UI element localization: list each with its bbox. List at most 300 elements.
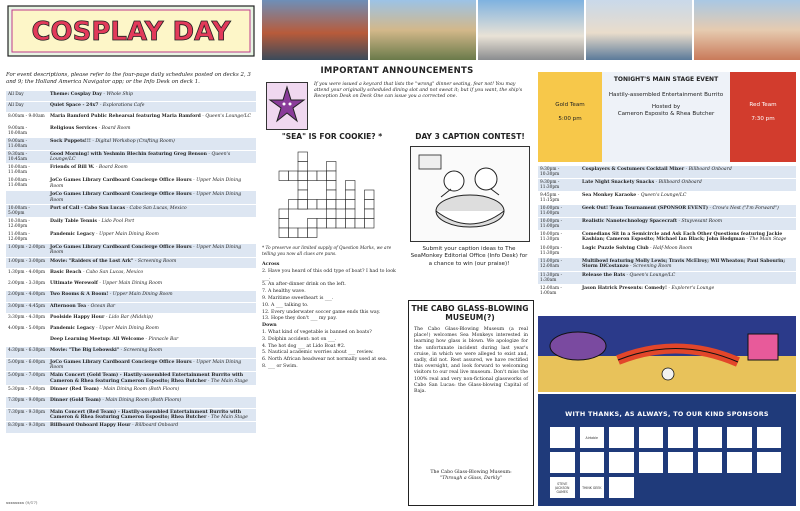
sponsor-logo (727, 452, 752, 473)
gold-team-label: Gold Team (555, 102, 585, 108)
event-title: Late Night Snackety Snacks (582, 180, 655, 185)
schedule-time: 10:00am - 5:00pm (8, 206, 30, 216)
schedule-row (6, 102, 256, 113)
crossword-cell (308, 171, 318, 181)
sponsor-logo (609, 452, 634, 473)
crossword-note: * To preserve our limited supply of Question Marks, we are telling you now all clues are puns. (262, 246, 392, 257)
schedule-row (538, 272, 796, 285)
schedule-row (6, 205, 256, 218)
event-title: Basic Beach (50, 270, 82, 275)
schedule-event (580, 205, 796, 217)
clue: 5. Nautical academic worries about ___ review. (262, 350, 374, 356)
crossword-cell (327, 171, 337, 181)
schedule-row (6, 231, 256, 244)
crossword-cell (298, 228, 308, 238)
schedule-row (6, 303, 256, 314)
event-title: Cosplayers & Costumers Cocktail Mixer (582, 167, 685, 172)
schedule-event (48, 91, 256, 101)
schedule-event (580, 245, 796, 257)
schedule-time: 3:30pm - 4:30pm (8, 314, 46, 320)
schedule-time: 9:45pm - 11:15pm (540, 193, 560, 203)
schedule-time: 7:30pm - 9:30pm (8, 409, 46, 415)
schedule-event (48, 164, 256, 176)
event-location: - Board Room (94, 165, 128, 171)
schedule-event (48, 280, 256, 290)
schedule-event (580, 258, 796, 271)
crossword-cell (336, 200, 346, 210)
event-title: Two Rooms & A Boom! (50, 292, 109, 298)
crossword-clues (262, 262, 402, 371)
event-title: Dinner (Red Team) (50, 387, 99, 393)
sponsor-logo (550, 452, 575, 473)
schedule-time: 11:00am - 12:00pm (8, 232, 30, 242)
sponsor-logo (727, 427, 752, 448)
event-location: - Cabo San Lucas, Mexico (125, 206, 187, 211)
sponsor-logo (639, 427, 664, 448)
schedule-row (6, 191, 256, 205)
crossword-cell (336, 219, 346, 229)
page-code: xxxxxxxx (9/17) (6, 500, 38, 505)
schedule-time: 8:00am - 9:00am (8, 114, 45, 120)
schedule-event (48, 336, 256, 346)
event-location: - The Main Stage (206, 378, 248, 384)
schedule-event (48, 231, 256, 243)
crossword-cell (289, 200, 299, 210)
crossword-cell (308, 200, 318, 210)
event-title: Comedians Sit in a Semicircle and Ask Each Other Questions featuring Jackie Kashian; Cameron Esposito; Michael Ian Black; John Hodgman (582, 232, 783, 243)
schedule-time: 10:30am - 12:00pm (8, 219, 30, 229)
schedule-row (6, 91, 256, 102)
schedule-event (48, 191, 256, 204)
schedule-time: 3:00pm - 4:45pm (8, 303, 46, 309)
schedule-event (48, 269, 256, 279)
caption-cartoon-image (410, 146, 530, 242)
sponsor-logo (550, 427, 575, 448)
event-location: - Queen's Lounge/LC (50, 151, 231, 162)
beach-creatures-illustration (538, 316, 796, 392)
schedule-time: 10:00am - 11:00am (8, 178, 30, 189)
schedule-row (6, 269, 256, 280)
red-team-label: Red Team (749, 102, 777, 108)
crossword-cell (317, 171, 327, 181)
event-location: - Upper Main Dining Room (50, 359, 242, 370)
schedule-event (580, 231, 796, 244)
schedule-row (6, 164, 256, 177)
crossword-cell (279, 228, 289, 238)
sponsor-logo (580, 452, 605, 473)
event-title: Geek Out! Team Tournament (SPONSOR EVENT) (582, 206, 708, 211)
crossword-cell (346, 181, 356, 191)
event-location: - Cabo San Lucas, Mexico (81, 270, 144, 275)
schedule-row (6, 258, 256, 269)
crossword-cell (317, 219, 327, 229)
clue: 4. The hot dog ___ at Lido Boat #2. (262, 343, 346, 349)
schedule-row (6, 177, 256, 191)
red-team-panel (730, 72, 796, 162)
schedule-row (6, 291, 256, 302)
schedule-time: 10:00pm - 11:00pm (540, 219, 563, 229)
schedule-time: 8:30pm - 9:30pm (8, 423, 46, 429)
event-title: Main Concert (Gold Team) - Hastily-assembled Entertainment Burrito with Cameron & Rhea featuring Cameron Esposito; Rhea Butcher (50, 373, 244, 384)
crossword-cell (298, 171, 308, 181)
event-title: Logic Puzzle Solving Club (582, 245, 649, 251)
schedule-time: 1:00pm - 3:00pm (8, 258, 46, 264)
crossword-cell (327, 190, 337, 200)
event-location: - Pinnacle Bar (144, 337, 179, 343)
sponsor-logo: STEVE JACKSON GAMES (550, 477, 575, 498)
intro-text: For event descriptions, please refer to the four-page daily schedules posted on decks 2, 3 and 9; the Holland America Navigator app; or the Info Desk on deck 1. (6, 72, 251, 85)
schedule-row (6, 314, 256, 325)
sponsor-logo (698, 452, 723, 473)
schedule-event (580, 179, 796, 191)
event-title: Poolside Happy Hour (50, 314, 105, 320)
schedule-event (48, 102, 256, 112)
schedule-event (48, 205, 256, 217)
event-location: - Upper Main Dining Room (97, 281, 163, 287)
event-location: - Main Dining Room (Both Floors) (98, 387, 180, 393)
schedule-row (538, 258, 796, 272)
crossword-cell (327, 219, 337, 229)
schedule-time (6, 336, 48, 346)
event-title: Daily Table Tennis (50, 219, 97, 224)
schedule-time: 9:00am - 11:00am (8, 138, 28, 149)
event-title: JoCo Games Library Cardboard Concierge Office Hours (50, 178, 192, 184)
event-title: JoCo Games Library Cardboard Concierge Office Hours (50, 192, 192, 198)
schedule-event (48, 138, 256, 150)
crossword-cell (327, 209, 337, 219)
schedule-row (6, 359, 256, 373)
schedule-row (538, 285, 796, 298)
crossword-cell (308, 228, 318, 238)
schedule-row (6, 347, 256, 358)
event-location: - Billboard Onboard (654, 180, 702, 185)
cliffside-town-photo (370, 0, 476, 60)
ship-fitness-photo (694, 0, 800, 60)
main-stage-title: Hastily-assembled Entertainment Burrito (608, 92, 724, 98)
clue: 9. Maritime sweetheart is ___. (262, 295, 334, 301)
event-title: Port of Call - Cabo San Lucas (50, 206, 126, 211)
cabo-footer-tagline: "Through a Glass, Darkly" (440, 476, 502, 482)
event-location: - Digital Workshop (Crafting Room) (90, 138, 175, 144)
event-location: - Screening Room (628, 264, 672, 270)
schedule-event (580, 218, 796, 230)
cabo-footer-line: The Cabo Glass-Blowing Museum: (430, 470, 512, 475)
event-title: Religious Services (50, 125, 98, 131)
schedule-time: All Day (8, 103, 24, 109)
event-title: Friends of Bill W. (50, 165, 95, 171)
event-location: - Queen's Lounge/LC (636, 193, 687, 198)
schedule-event (580, 272, 796, 284)
schedule-row (6, 125, 256, 138)
schedule-time: 11:30pm - 1:30am (540, 272, 563, 283)
event-title: JoCo Games Library Cardboard Concierge Office Hours (50, 245, 192, 250)
schedule-time: 5:00pm - 7:00pm (8, 373, 46, 379)
schedule-time (6, 191, 48, 204)
announcement-text: If you were issued a keycard that lists the "wrong" dinner seating, fear not! You may attend your originally scheduled dining slot and not sweat it; but if you want, the ship's Reception Desk on Deck One can issue you a corrected one. (314, 82, 523, 99)
event-location: - Lido Pool Port (96, 219, 135, 224)
event-location: - Upper Main Dining Room (50, 245, 242, 256)
crossword-cell (346, 219, 356, 229)
schedule-row (6, 151, 256, 165)
sponsors-title: WITH THANKS, AS ALWAYS, TO OUR KIND SPONSORS (565, 410, 769, 418)
sponsor-logos (550, 427, 784, 498)
event-title: Release the Bats (582, 272, 626, 278)
gold-team-panel (538, 72, 602, 162)
event-location: - Lido Bar (Midship) (104, 314, 153, 320)
schedule-row (538, 245, 796, 258)
schedule-event (48, 125, 256, 137)
down-heading: Down (262, 323, 277, 329)
clue: 13. Hope they don't ___ my pay. (262, 316, 337, 322)
schedule-time: 9:00am - 10:00am (8, 125, 28, 136)
schedule-event (48, 422, 256, 432)
event-location: - Queen's Lounge/LC (200, 114, 252, 120)
event-location: - Upper Main Dining Room (50, 192, 242, 203)
announcements-title: IMPORTANT ANNOUNCEMENTS (320, 66, 474, 76)
event-title: Jason Hatrick Presents: Comedy! (582, 285, 667, 291)
schedule-time: 12:00am - 1:00am (540, 285, 562, 296)
schedule-event (48, 325, 256, 335)
schedule-time: 4:00pm - 5:00pm (8, 325, 46, 331)
schedule-row (6, 218, 256, 231)
crossword-cell (279, 209, 289, 219)
main-stage-details (604, 92, 728, 119)
schedule-time: 10:00pm - 11:00pm (540, 206, 563, 216)
daily-schedule (6, 91, 256, 434)
schedule-event (48, 359, 256, 372)
event-location: - Whole Ship (101, 92, 133, 97)
event-location: - Screening Room (133, 258, 177, 264)
schedule-event (580, 285, 796, 297)
event-location: - The Main Stage (206, 414, 248, 420)
schedule-row (6, 280, 256, 291)
schedule-event (48, 177, 256, 190)
schedule-event (48, 409, 256, 422)
sponsor-logo (668, 452, 693, 473)
header-photos (262, 0, 800, 60)
clue: 5. An after-dinner drink on the left. (262, 282, 346, 288)
dining-couple-photo (586, 0, 692, 60)
event-location: - Upper Main Dining Room (108, 292, 173, 298)
schedule-time: 10:00pm - 11:30pm (540, 232, 563, 242)
sponsor-logo (668, 427, 693, 448)
event-title: Quiet Space - 24x7 (50, 103, 99, 109)
schedule-time: All Day (8, 92, 24, 97)
event-location: - Half-Moon Room (648, 245, 693, 251)
event-location: - Board Room (97, 125, 131, 131)
crossword-cell (346, 209, 356, 219)
schedule-row (6, 372, 256, 386)
event-location: - Upper Main Dining Room (94, 232, 159, 237)
schedule-event (48, 291, 256, 301)
crossword-cell (346, 190, 356, 200)
event-title: Multibowl featuring Molly Lewis; Travis McElroy; Wil Wheaton; Paul Sabourin; Storm DiCostanzo (582, 258, 786, 270)
main-stage-hosts: Cameron Esposito & Rhea Butcher (617, 111, 715, 118)
crossword-cell (298, 190, 308, 200)
crossword-cell (298, 200, 308, 210)
schedule-event (48, 314, 256, 324)
crossword-cell (298, 152, 308, 162)
event-location: - Upper Main Dining Room (50, 178, 242, 189)
event-location: - Queen's Lounge/LC (625, 272, 676, 278)
main-stage-heading: TONIGHT'S MAIN STAGE EVENT (613, 76, 719, 83)
sponsor-logo (757, 452, 782, 473)
main-stage-hosted: Hosted by (651, 103, 681, 110)
sponsor-logo: THINK GEEK (580, 477, 605, 498)
schedule-row (6, 386, 256, 397)
crossword-cell (279, 171, 289, 181)
clue: 10. A ___ talking to. (262, 302, 309, 308)
crossword-cell (365, 219, 375, 229)
crossword-cell (279, 219, 289, 229)
sponsor-logo: Airtable (580, 427, 605, 448)
schedule-row (6, 422, 256, 433)
schedule-row (538, 231, 796, 245)
schedule-event (48, 151, 256, 164)
event-title: Pandemic Legacy (50, 232, 95, 237)
sponsor-logo (609, 477, 634, 498)
event-location: - Explorer's Lounge (666, 285, 715, 291)
event-title: Good Morning! with Yeshmin Blechin featuring Greg Benson (50, 151, 207, 157)
crossword-grid (275, 148, 387, 242)
schedule-time: 1:00pm - 2:00pm (8, 245, 46, 250)
schedule-event (48, 244, 256, 257)
crossword-cell (308, 219, 318, 229)
schedule-event (48, 113, 256, 123)
schedule-event (580, 166, 796, 178)
clue: 7. A healthy wave. (262, 289, 306, 295)
crossword-cell (298, 181, 308, 191)
event-title: Sea Monkey Karaoke (582, 193, 637, 198)
event-location: - Main Dining Room (Both Floors) (100, 398, 182, 404)
clue: 12. Every underwater soccer game ends this way. (262, 309, 381, 315)
event-location: - Billboard Onboard (684, 167, 732, 172)
schedule-event (580, 192, 796, 204)
schedule-row (538, 218, 796, 231)
schedule-event (48, 347, 256, 357)
schedule-time: 10:00am - 11:00am (8, 165, 30, 176)
event-location: - Crow's Nest ("I'm Forward") (708, 206, 779, 211)
schedule-event (48, 372, 256, 385)
crossword-cell (289, 171, 299, 181)
schedule-time: 4:30pm - 6:30pm (8, 348, 46, 354)
clue: 1. What kind of vegetable is banned on boats? (262, 329, 372, 335)
schedule-time: 2:00pm - 4:00pm (8, 292, 46, 298)
cabo-museum-title: THE CABO GLASS-BLOWING MUSEUM(?) (411, 304, 529, 322)
sponsor-logo (757, 427, 782, 448)
schedule-time: 9:30pm - 11:30pm (540, 180, 560, 190)
harbor-town-photo (262, 0, 368, 60)
schedule-row (6, 397, 256, 408)
event-location: - Stuyvesant Room (677, 219, 723, 224)
event-title: Realistic Nanotechnology Spacecraft (582, 219, 678, 224)
schedule-time: 5:00pm - 6:00pm (8, 359, 46, 365)
crossword-cell (365, 190, 375, 200)
schedule-time: 10:00pm - 11:30pm (540, 245, 563, 256)
crossword-title: "SEA" IS FOR COOKIE? * (281, 132, 383, 141)
schedule-time: 1:30pm - 4:00pm (8, 270, 46, 275)
schedule-row (6, 409, 256, 423)
cosplay-day-logo (6, 4, 256, 58)
crossword-cell (365, 209, 375, 219)
crossword-cell (346, 200, 356, 210)
schedule-time: 7:30pm - 9:00pm (8, 398, 46, 404)
event-title: Movie: "The Big Lebowski" (50, 348, 120, 354)
schedule-event (48, 303, 256, 313)
event-title: Billboard Onboard Happy Hour (50, 423, 131, 429)
crossword-cell (365, 200, 375, 210)
red-team-time: 7:30 pm (751, 116, 775, 122)
schedule-row (6, 336, 256, 347)
clue: 8. ___ or Swim. (262, 363, 298, 369)
event-location: - Explorations Cafe (98, 103, 145, 109)
crossword-cell (327, 200, 337, 210)
event-location: - The Main Stage (744, 237, 787, 243)
cabo-museum-footer (414, 470, 528, 482)
schedule-row (538, 192, 796, 205)
clue: 2. Have you heard of this odd type of boat? I had to look ___. (262, 268, 396, 281)
evening-schedule (538, 166, 796, 298)
schedule-time: 9:30pm - 10:30pm (540, 167, 560, 177)
event-title: Afternoon Tea (50, 303, 87, 309)
schedule-time: 9:30am - 10:45am (8, 151, 28, 162)
clue: 3. Dolphin accident: not on ___. (262, 336, 337, 342)
ship-deck-photo (478, 0, 584, 60)
schedule-row (6, 113, 256, 124)
schedule-row (6, 138, 256, 151)
event-title: Dinner (Gold Team) (50, 398, 101, 404)
gold-team-time: 5:00 pm (558, 116, 582, 122)
event-location: - Screening Room (119, 348, 163, 354)
clue: 6. North African headwear not normally used at sea. (262, 357, 388, 363)
logo-text: COSPLAY DAY (31, 17, 231, 47)
event-title: Theme: Cosplay Day (50, 92, 102, 97)
sponsor-logo (639, 452, 664, 473)
event-location: - Upper Main Dining Room (94, 325, 159, 331)
schedule-row (538, 179, 796, 192)
schedule-event (48, 258, 256, 268)
event-title: JoCo Games Library Cardboard Concierge Office Hours (50, 359, 192, 365)
crossword-cell (327, 162, 337, 172)
schedule-time: 2:00pm - 3:30pm (8, 281, 46, 287)
sponsor-logo (609, 427, 634, 448)
starfish-keycard-icon (266, 82, 308, 130)
schedule-row (538, 205, 796, 218)
across-heading: Across (262, 262, 280, 267)
schedule-time: 5:30pm - 7:00pm (8, 387, 46, 393)
crossword-cell (355, 219, 365, 229)
event-title: Main Concert (Red Team) - Hastily-assembled Entertainment Burrito with Cameron & Rhea featuring Cameron Esposito; Rhea Butcher (50, 409, 242, 420)
schedule-row (6, 244, 256, 258)
schedule-event (48, 397, 256, 407)
crossword-cell (317, 200, 327, 210)
event-title: Movie: "Raiders of the Lost Ark" (50, 258, 134, 264)
schedule-event (48, 218, 256, 230)
schedule-row (538, 166, 796, 179)
event-title: Ultimate Werewolf (50, 281, 98, 287)
event-location: - Ocean Bar (86, 303, 116, 309)
event-title: Maria Bamford Public Rehearsal featuring Maria Bamford (50, 114, 201, 120)
event-title: Pandemic Legacy (50, 325, 95, 331)
caption-contest-title: DAY 3 CAPTION CONTEST! (415, 132, 525, 141)
schedule-time: 11:00pm - 12:00am (540, 258, 563, 269)
sponsor-logo (698, 427, 723, 448)
crossword-cell (327, 181, 337, 191)
schedule-row (6, 325, 256, 336)
cabo-museum-body: The Cabo Glass-Blowing Museum (a real place!) welcomes Sea Monkeys interested in learning how glass is blown. We apologize for the unfortunate incident during last year's cruise, in which we were alleged to exist and, sadly, did not. Rest assured, we have rectified this oversight, and look forward to welcoming visitors to our real live museum. Don't miss the 100% real and very non-fictional glassworks of Cabo San Lucas: the Glass-blowing Capital of Baja. (414, 327, 528, 395)
schedule-event (48, 386, 256, 396)
event-location: - Billboard Onboard (130, 423, 179, 429)
